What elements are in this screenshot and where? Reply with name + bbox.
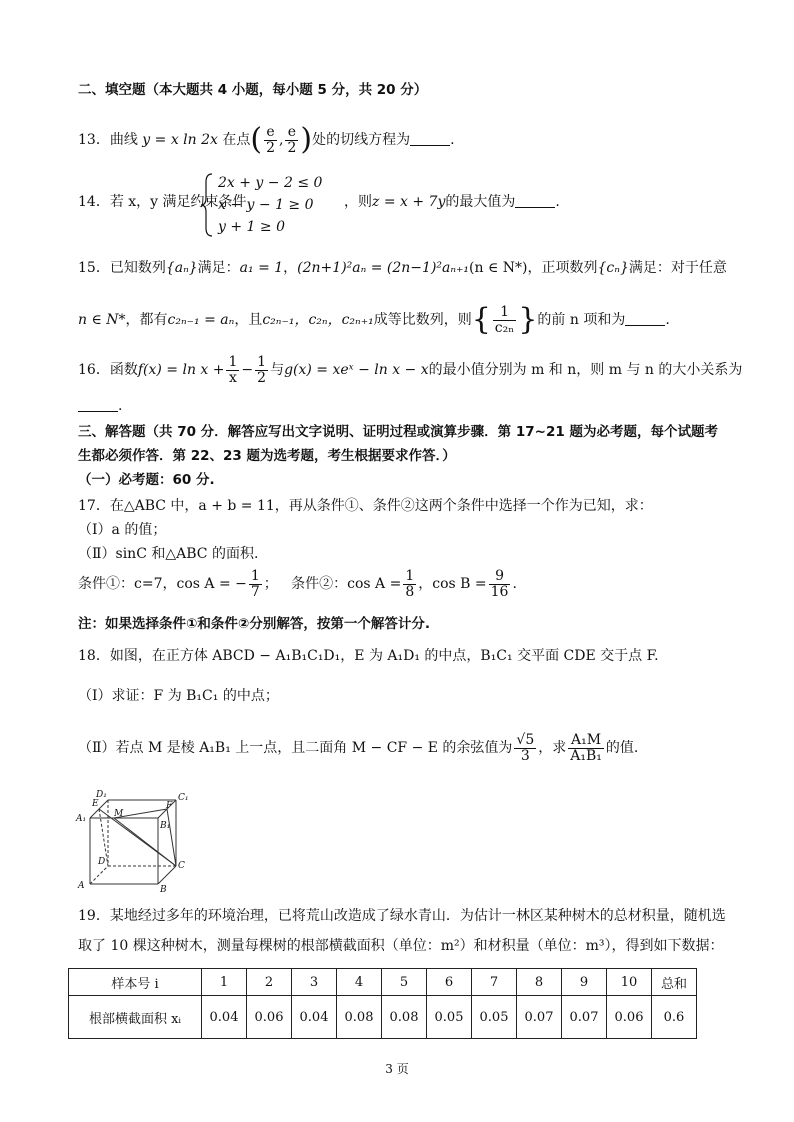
table-row bbox=[69, 996, 697, 1039]
table-cell: 4 bbox=[337, 969, 382, 996]
table-cell: 0.04 bbox=[292, 996, 337, 1039]
table-row bbox=[69, 969, 697, 996]
question-18-part-1: （Ⅰ）求证：F 为 B₁C₁ 的中点； bbox=[78, 688, 279, 704]
question-16-tail: . bbox=[78, 396, 724, 416]
answer-blank bbox=[625, 311, 665, 326]
table-cell: 0.08 bbox=[337, 996, 382, 1039]
question-17-part-1: （Ⅰ）a 的值； bbox=[78, 522, 167, 538]
label-B1: B₁ bbox=[160, 821, 171, 831]
question-17-part-2: （Ⅱ）sinC 和△ABC 的面积. bbox=[78, 546, 259, 562]
question-19: 19．某地经过多年的环境治理，已将荒山改造成了绿水青山．为估计一林区某种树木的总材积量，随机选 bbox=[78, 908, 726, 924]
question-18-part-2: （Ⅱ）若点 M 是棱 A₁B₁ 上一点，且二面角 M − CF − E 的余弦值为 $\frac{√5}{3}$ ，求 $\frac{\text{A₁M}}{\text{A₁B₁}}$ 的值. bbox=[78, 731, 639, 764]
table-header-cell: 样本号 i bbox=[69, 969, 202, 996]
question-16: 16．函数f(x) = ln x + $\frac{1}{x}$ − $\frac{1}{2}$ 与g(x) = xeˣ − ln x − x的最小值分别为 m 和 n，则 m 与 n 的大小关系为 bbox=[78, 353, 743, 386]
table-cell: 0.06 bbox=[247, 996, 292, 1039]
q13-formula: y = x ln 2x bbox=[142, 132, 218, 148]
table-cell: 0.6 bbox=[652, 996, 697, 1039]
table-cell: 0.05 bbox=[427, 996, 472, 1039]
table-cell: 6 bbox=[427, 969, 472, 996]
exam-page: 二、填空题（本大题共 4 小题，每小题 5 分，共 20 分） 13．曲线 y = x ln 2x 在点( $\frac{e}{2}$ , $\frac{e}{2}$ )处的切线方程为 . 14．若 x，y 满足约束条件 2x + y − 2 ≤ 0 x − y − 1 ≥ 0 y + 1 ≥ 0 ，则z = x + 7y的最大值为 . 15．已知数列{aₙ}满足：a₁ = 1，(2n+1)²aₙ = (2n−1)²aₙ₊₁(n ∈ N*)，正项数列{cₙ}满足：对于任意 n ∈ N*，都有c₂ₙ₋₁ = aₙ，且c₂ₙ₋₁，c₂ₙ，c₂ₙ₊₁成等比数列，则{ $\frac{1}{\text{c₂ₙ}}$ }的前 n 项和为 . 16．函数f(x) = ln x + $\frac{1}{x}$ − $\frac{1}{2}$ 与g(x) = xeˣ − ln x − x的最小值分别为 m 和 n，则 m 与 n 的大小关系为 . 三、解答题（共 70 分．解答应写出文字说明、证明过程或演算步骤．第 17~21 题为必考题，每个试题考 生都必须作答．第 22、23 题为选考题，考生根据要求作答．） （一）必考题：60 分. 17．在△ABC 中，a + b = 11，再从条件①、条件②这两个条件中选择一个作为已知，求： （Ⅰ）a 的值； （Ⅱ）sinC 和△ABC 的面积. 条件①：c=7，cos A = − $\frac{1}{7}$ ； 条件②：cos A = $\frac{1}{8}$ ，cos B = $\frac{9}{16}$ . 注：如果选择条件①和条件②分别解答，按第一个解答计分. 18．如图，在正方体 ABCD − A₁B₁C₁D₁，E 为 A₁D₁ 的中点，B₁C₁ 交平面 CDE 交于点 F. （Ⅰ）求证：F 为 B₁C₁ 的中点； （Ⅱ）若点 M 是棱 A₁B₁ 上一点，且二面角 M − CF − E 的余弦值为 $\frac{√5}{3}$ ，求 $\frac{\text{A₁M}}{\text{A₁B₁}}$ 的值. E D₁ A₁ M C₁ B₁ F D C A B 19．某地经过多年的环境治理，已将荒山改造成了绿水青山．为估计一林区某种树木的总材积量，随机选 取了 10 棵这种树木，测量每棵树的根部横截面积（单位：m²）和材积量（单位：m³），得到如下数据： 样本号 i 1 2 3 4 5 6 7 8 9 10 总和 根部横截面积 xᵢ 0.04 0.06 0.04 0.08 0.08 0.05 0.05 0.07 0.07 0.06 0.6 3 页 bbox=[0, 0, 794, 1122]
label-B: B bbox=[160, 885, 167, 892]
table-cell: 0.06 bbox=[607, 996, 652, 1039]
label-M: M bbox=[114, 809, 124, 819]
page-number: 3 页 bbox=[385, 1062, 409, 1076]
label-E: E bbox=[92, 799, 99, 809]
label-C1: C₁ bbox=[178, 793, 189, 803]
data-table bbox=[68, 968, 697, 1039]
brace-icon bbox=[200, 172, 214, 238]
label-A1: A₁ bbox=[76, 814, 87, 824]
question-13: 13．曲线 y = x ln 2x 在点( $\frac{e}{2}$ , $\frac{e}{2}$ )处的切线方程为 . bbox=[78, 122, 455, 157]
table-cell: 5 bbox=[382, 969, 427, 996]
question-19-line-2: 取了 10 棵这种树木，测量每棵树的根部横截面积（单位：m²）和材积量（单位：m³），得到如下数据： bbox=[78, 938, 724, 954]
question-14-tail: ，则z = x + 7y的最大值为 . bbox=[344, 194, 560, 210]
label-F: F bbox=[166, 801, 173, 811]
table-cell: 总和 bbox=[652, 969, 697, 996]
section-2-heading: 二、填空题（本大题共 4 小题，每小题 5 分，共 20 分） bbox=[78, 82, 428, 98]
question-17-conditions: 条件①：c=7，cos A = − $\frac{1}{7}$ ； 条件②：cos A = $\frac{1}{8}$ ，cos B = $\frac{9}{16}$ . bbox=[78, 567, 517, 600]
label-A: A bbox=[78, 881, 85, 891]
question-18: 18．如图，在正方体 ABCD − A₁B₁C₁D₁，E 为 A₁D₁ 的中点，B₁C₁ 交平面 CDE 交于点 F. bbox=[78, 648, 659, 664]
question-15: 15．已知数列{aₙ}满足：a₁ = 1，(2n+1)²aₙ = (2n−1)²aₙ₊₁(n ∈ N*)，正项数列{cₙ}满足：对于任意 bbox=[78, 260, 727, 276]
table-cell: 8 bbox=[517, 969, 562, 996]
q13-point-x: $\frac{e}{2}$ bbox=[266, 123, 276, 156]
section-3-heading: 三、解答题（共 70 分．解答应写出文字说明、证明过程或演算步骤．第 17~21 题为必考题，每个试题考 bbox=[78, 424, 718, 440]
table-cell: 10 bbox=[607, 969, 652, 996]
cube-figure bbox=[74, 788, 194, 892]
answer-blank bbox=[410, 131, 450, 146]
table-cell: 0.04 bbox=[202, 996, 247, 1039]
label-D1: D₁ bbox=[96, 790, 107, 800]
table-cell: 0.07 bbox=[562, 996, 607, 1039]
table-cell: 1 bbox=[202, 969, 247, 996]
table-cell: 3 bbox=[292, 969, 337, 996]
q13-point-y: $\frac{e}{2}$ bbox=[287, 123, 297, 156]
table-cell: 0.08 bbox=[382, 996, 427, 1039]
table-cell: 0.05 bbox=[472, 996, 517, 1039]
table-cell: 7 bbox=[472, 969, 517, 996]
question-17: 17．在△ABC 中，a + b = 11，再从条件①、条件②这两个条件中选择一个作为已知，求： bbox=[78, 498, 653, 514]
label-C: C bbox=[178, 861, 185, 871]
question-14: 14．若 x，y 满足约束条件 bbox=[78, 194, 247, 210]
table-header-cell: 根部横截面积 xᵢ bbox=[69, 996, 202, 1039]
question-17-note: 注：如果选择条件①和条件②分别解答，按第一个解答计分. bbox=[78, 616, 430, 632]
answer-blank bbox=[515, 193, 555, 208]
label-D: D bbox=[98, 857, 106, 867]
required-heading: （一）必考题：60 分. bbox=[78, 472, 215, 488]
table-cell: 2 bbox=[247, 969, 292, 996]
table-cell: 0.07 bbox=[517, 996, 562, 1039]
table-cell: 9 bbox=[562, 969, 607, 996]
question-15-line-2: n ∈ N*，都有c₂ₙ₋₁ = aₙ，且c₂ₙ₋₁，c₂ₙ，c₂ₙ₊₁成等比数列，则{ $\frac{1}{\text{c₂ₙ}}$ }的前 n 项和为 . bbox=[78, 302, 670, 337]
section-3-heading-line-2: 生都必须作答．第 22、23 题为选考题，考生根据要求作答．） bbox=[78, 448, 456, 464]
answer-blank bbox=[78, 397, 118, 412]
